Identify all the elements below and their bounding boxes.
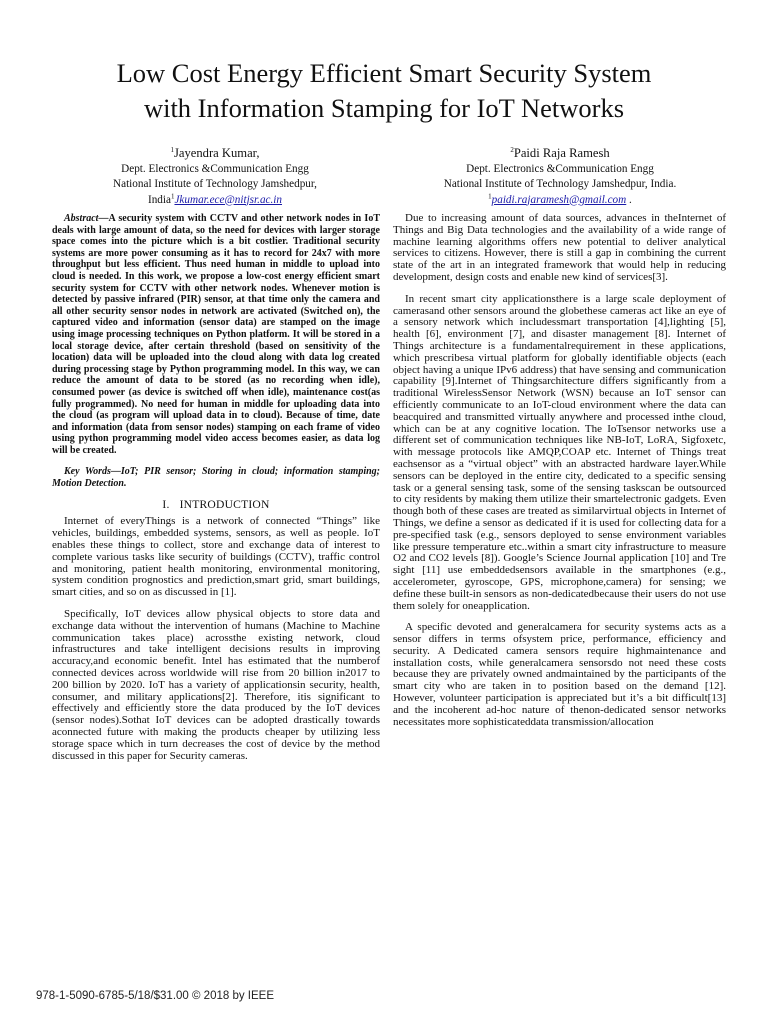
paragraph: Due to increasing amount of data sources, advances in theInternet of Things and Big Data technologies and the availability of a wide range of machine learning algorithms offers new potential to deliver analytical services to citizens. However, there is still a gap in combining the current state of the art in an integrated framework that would help in reducing development, design costs and enable new kind of services[3]. <box>393 212 726 283</box>
left-column <box>52 213 380 772</box>
author-block-1 <box>50 146 380 208</box>
paragraph: A specific devoted and generalcamera for security systems acts as a sensor differs in terms ofsystem price, performance, efficiency and security. A Dedicated camera sensors require highmaintenance and installation costs, while generalcamera sensorsdo not need these costs because they are privately owned andmaintained by the participants of the smart city who are taken in to position based on the demand [12]. However, volunteer participation is appreciated but it’s a bit difficult[13] and the incoherent ad-hoc nature of thenon-dedicated sensor networks necessitates more sophisticateddata transmission/allocation <box>393 621 726 728</box>
author-email-link[interactable]: Jkumar.ece@nitjsr.ac.in <box>174 193 283 206</box>
copyright-footer: 978-1-5090-6785-5/18/$31.00 © 2018 by IEEE <box>36 990 275 1002</box>
email-trailing: . <box>626 193 632 206</box>
author-name <box>392 146 728 162</box>
section-title: INTRODUCTION <box>179 497 270 511</box>
paper-title <box>30 56 738 126</box>
paragraph: In recent smart city applicationsthere is a large scale deployment of camerasand other sensors around the globethese cameras act like an eye of a sensory network which includessmart transportation [4],lighting [5], health [6], environment [7], and disaster management [8]. Internet of Things architecture is a fundamentalrequirement in these applications, which prescribesa virtual platform for globally identifiable objects (each object having a unique IPv6 address) that have sensing and communication capability [9].Internet of Thingsarchitecture differs significantly from a traditional WirelessSensor Network (WSN) because an IoT sensor can efficiently communicate to an IoT-cloud environment where the data can beacquired and transmitted virtually anywhere and processed inthe cloud, which can be at any cognitive location. The IoTsensor networks use a different set of communication techniques like NB-IoT, LoRA, Sigfoxetc, with message protocols like AMQP,COAP etc. Internet of Things treat eachsensor as a “virtual object” with an abstracted hardware layer.While sensors can be deployed in the entire city, dedicated to a specific sensing task or a general sensing task, some of the sensing taskscan be outsourced to city residents by making them utilize their smartelectronic gadgets. Even though both of these cases are treated as similarvirtual objects in Internet of Things, we define a sensor as dedicated if it is used for collecting data for a pre-specified task (e.g., sensors deployed to sense environment variables like pressure temperature etc..within a smart city infrastructure to measure O2 and CO2 levels [8]). Google’s Science Journal application [10] and Tre sight [11] use embeddedsensors available in the smartphones (e.g., accelerometer, gyroscope, GPS, microphone,camera) for sensing; we define these built-in sensors as non-dedicatedbecause their users do not use them solely for oneapplication. <box>393 292 726 612</box>
author-contact <box>392 193 728 209</box>
author-block-2 <box>392 146 728 208</box>
email-superscript: 1 <box>170 191 175 200</box>
author-country: India <box>147 193 171 206</box>
author-institution: National Institute of Technology Jamshedpur, India. <box>443 178 677 190</box>
author-superscript: 2 <box>510 145 514 154</box>
author-name-text: Paidi Raja Ramesh <box>513 146 610 160</box>
section-heading-introduction <box>52 499 380 511</box>
author-name <box>50 146 380 162</box>
author-contact <box>50 193 380 209</box>
abstract-lead: Abstract <box>64 213 99 224</box>
author-name-text: Jayendra Kumar, <box>173 146 260 160</box>
paragraph: Specifically, IoT devices allow physical objects to store data and exchange data without the intervention of humans (Machine to Machine communication takes place) acrossthe existing network, cloud infrastructures and take intelligent decisions results in improving accuracy,and economic benefit. Intel has estimated that the numberof connected devices across worldwide will rise from 20 billion in2017 to 200 billion by 2020. IoT has a variety of applicationsin security, health, consumer, and military applications[2]. Therefore, itis significant to effectively and efficiently store the data produced by the IoT devices (sensor nodes).Sothat IoT devices can be adopted drastically towards aconnected future with making the products cheaper by utilizing less storage space which in turn decreases the cost of device by the method discussed in this paper for Security cameras. <box>52 608 380 762</box>
author-department: Dept. Electronics &Communication Engg <box>466 162 654 175</box>
author-department: Dept. Electronics &Communication Engg <box>121 162 309 175</box>
section-number: I. <box>162 497 170 511</box>
author-email-link[interactable]: paidi.rajaramesh@gmail.com <box>491 193 627 206</box>
author-institution: National Institute of Technology Jamshedpur, <box>113 178 317 190</box>
title-line-1: Low Cost Energy Efficient Smart Security System <box>116 58 652 88</box>
abstract-text: —A security system with CCTV and other network nodes in IoT deals with large amount of data, so the need for devices with larger storage space comes into the picture which is a bit costlier. Traditional security systems are more power consuming as it has to record for 24x7 with more throughput but less efficient. Thus need human in middle to upload into cloud is needed. In this work, we propose a low-cost energy efficient smart security system for CCTV with other network nodes. Whenever motion is detected by passive infrared (PIR) sensor, at that time only the camera and all other security sensor nodes in network are activated (Switched on), the captured video and information (sensor data) are stamped on the image using image processing techniques on Python platform. It will be stored in a local storage device, after certain threshold (based on sensitivity of the location) data will be uploaded into the cloud along with data log created during processing stage by Python programming model. In this way, we can reduce the amount of data to be stored (as no recording when idle), consumed power (as device is switched off when idle), maintenance cost(as fully programmed). No need for human in middle for uploading data into the cloud (as program will upload data in to cloud). Because of time, date and information (data from sensor nodes) stamping on each frame of video using python programming model video access becomes easier, as data log will be created. <box>52 213 380 456</box>
keywords: Key Words—IoT; PIR sensor; Storing in cloud; information stamping; Motion Detection. <box>52 466 380 490</box>
title-line-2: with Information Stamping for IoT Networks <box>143 93 625 123</box>
abstract <box>52 213 380 456</box>
paragraph: Internet of everyThings is a network of connected “Things” like vehicles, buildings, embedded systems, sensors, as well as people. IoT enables these things to collect, store and exchange data of interest to complete various tasks like security of buildings (CCTV), traffic control and monitoring, patient health monitoring, environmental monitoring, system condition prognostics and prediction,smart grid, smart buildings, smart cities, and so on as discussed in [1]. <box>52 515 380 599</box>
email-superscript: 1 <box>488 191 492 200</box>
author-superscript: 1 <box>170 145 174 154</box>
right-column <box>393 213 726 738</box>
